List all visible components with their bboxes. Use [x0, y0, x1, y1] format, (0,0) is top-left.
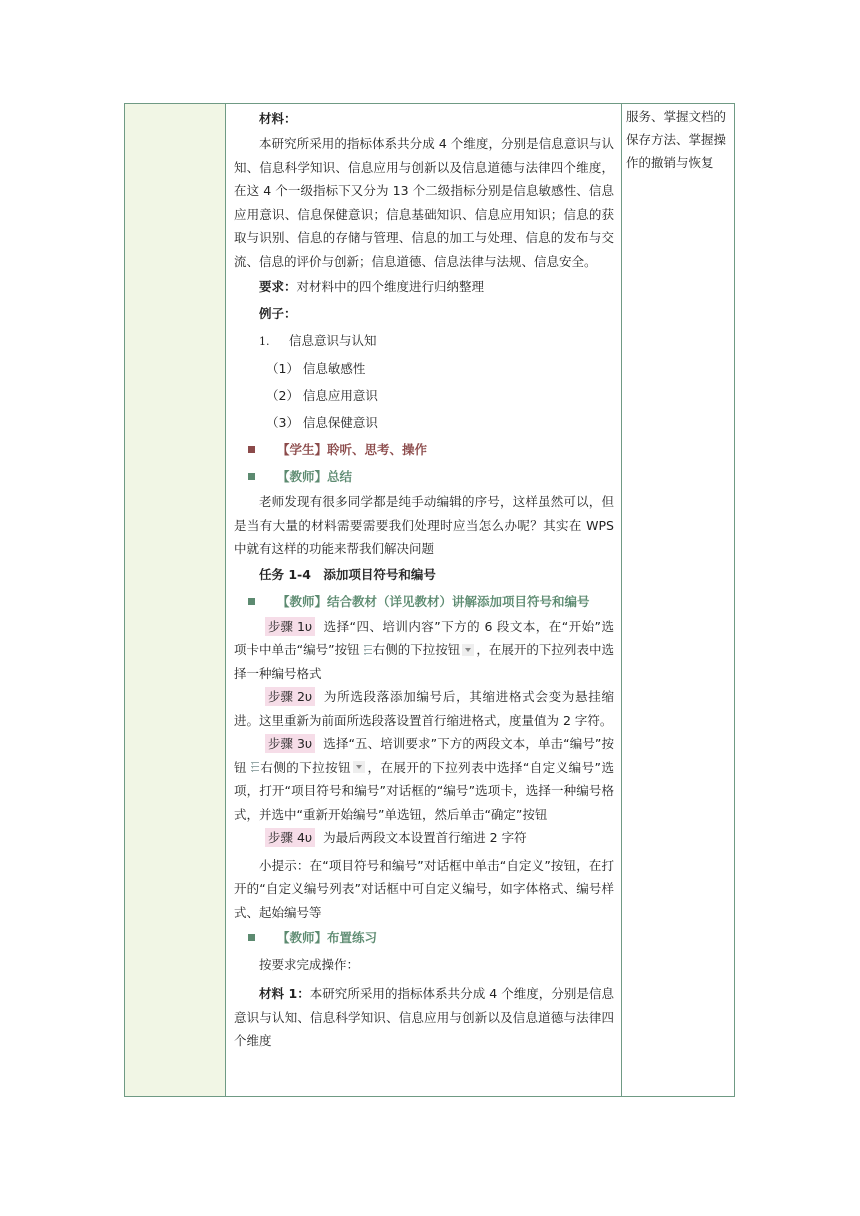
summary-paragraph: 老师发现有很多同学都是纯手动编辑的序号，这样虽然可以，但是当有大量的材料需要需要我们处理时应当怎么办呢？其实在 WPS 中就有这样的功能来帮我们解决问题 — [234, 494, 614, 556]
step-1-text-b: 右侧的下拉按钮 — [372, 642, 461, 657]
objectives-text: 服务、掌握文档的保存方法、掌握操作的撤销与恢复 — [626, 109, 727, 170]
numbered-item-text: 信息意识与认知 — [289, 333, 377, 348]
dropdown-arrow-icon — [353, 761, 365, 773]
teacher-explain-text: 【教师】结合教材（详见教材）讲解添加项目符号和编号 — [277, 593, 590, 609]
step-4-text: 为最后两段文本设置首行缩进 2 字符 — [323, 830, 527, 845]
bullet-student — [234, 436, 614, 463]
content-body — [226, 105, 621, 1053]
step-3 — [234, 732, 614, 826]
step-3-text-b: 右侧的下拉按钮 — [259, 759, 352, 775]
step-1-label: 步骤 1υ — [265, 617, 315, 636]
lesson-table — [124, 103, 735, 1097]
student-tag-text: 【学生】聆听、思考、操作 — [277, 442, 428, 457]
teacher-exercise-text: 【教师】布置练习 — [277, 930, 378, 945]
requirement-text: 对材料中的四个维度进行归纳整理 — [296, 279, 485, 294]
content-column — [226, 104, 622, 1096]
material-1-paragraph — [234, 982, 614, 1053]
step-1-text-c: ，在展开的下拉列表中选择一种编号格式 — [234, 642, 614, 681]
tip-paragraph: 小提示：在“项目符号和编号”对话框中单击“自定义”按钮，在打开的“自定义编号列表”对话框中可自定义编号，如字体格式、编号样式、起始编号等 — [234, 857, 614, 920]
sub-item-3: （3） 信息保健意识 — [266, 415, 378, 430]
dropdown-arrow-icon — [462, 644, 474, 656]
step-4 — [234, 826, 614, 850]
step-1-text-a: 选择“四、培训内容”下方的 6 段文本，在“开始”选项卡中单击“编号”按钮 — [234, 618, 614, 657]
sub-item-1: （1） 信息敏感性 — [266, 361, 366, 376]
step-3-text-c: ，在展开的下拉列表中选择“自定义编号”选项，打开“项目符号和编号”对话框的“编号”选项卡，选择一种编号格式，并选中“重新开始编号”单选钮，然后单击“确定”按钮 — [234, 759, 614, 822]
material-1-label: 材料 1： — [259, 986, 310, 1001]
material-paragraph: 本研究所采用的指标体系共分成 4 个维度，分别是信息意识与认知、信息科学知识、信息应用与创新以及信息道德与法律四个维度，在这 4 个一级指标下又分为 13 个二级指标分别是信息敏感性、信息应用意识、信息保健意识；信息基础知识、信息应用知识；信息的获取与识别、信息的存储与管理、信息的加工与处理、信息的发布与交流、信息的评价与创新；信息道德、信息法律与法规、信息安全。 — [234, 136, 614, 269]
square-bullet-icon — [248, 934, 255, 941]
step-2-text: 为所选段落添加编号后，其缩进格式会变为悬挂缩进。这里重新为前面所选段落设置首行缩进格式，度量值为 2 字符。 — [234, 689, 614, 728]
task-title: 任务 1-4 添加项目符号和编号 — [259, 566, 436, 582]
left-column — [125, 104, 226, 1096]
step-2-label: 步骤 2υ — [265, 687, 315, 706]
example-label: 例子： — [259, 306, 297, 321]
teacher-summary-text: 【教师】总结 — [277, 469, 353, 484]
exercise-intro: 按要求完成操作： — [259, 957, 360, 972]
material-1-text: 本研究所采用的指标体系共分成 4 个维度，分别是信息意识与认知、信息科学知识、信息应用与创新以及信息道德与法律四个维度 — [234, 986, 614, 1048]
step-3-label: 步骤 3υ — [265, 734, 315, 753]
numbered-item-number: 1. — [259, 335, 270, 348]
objectives-column — [622, 104, 734, 1096]
bullet-teacher-exercise — [234, 924, 614, 951]
bullet-teacher-summary — [234, 463, 614, 490]
numbered-item — [234, 327, 614, 355]
requirement-line — [234, 273, 614, 300]
square-bullet-icon — [248, 473, 255, 480]
step-2 — [234, 685, 614, 732]
numbering-list-icon — [360, 643, 373, 655]
square-bullet-icon — [248, 598, 255, 605]
step-1 — [234, 615, 614, 686]
requirement-label: 要求： — [259, 279, 297, 294]
sub-item-2: （2） 信息应用意识 — [266, 388, 378, 403]
bullet-teacher-explain — [234, 588, 614, 615]
material-label: 材料： — [259, 111, 297, 126]
step-4-label: 步骤 4υ — [265, 828, 315, 847]
square-bullet-icon — [248, 446, 255, 453]
step-3-text-a: 选择“五、培训要求”下方的两段文本，单击“编号”按钮 — [234, 736, 614, 775]
numbering-list-icon — [247, 760, 260, 772]
